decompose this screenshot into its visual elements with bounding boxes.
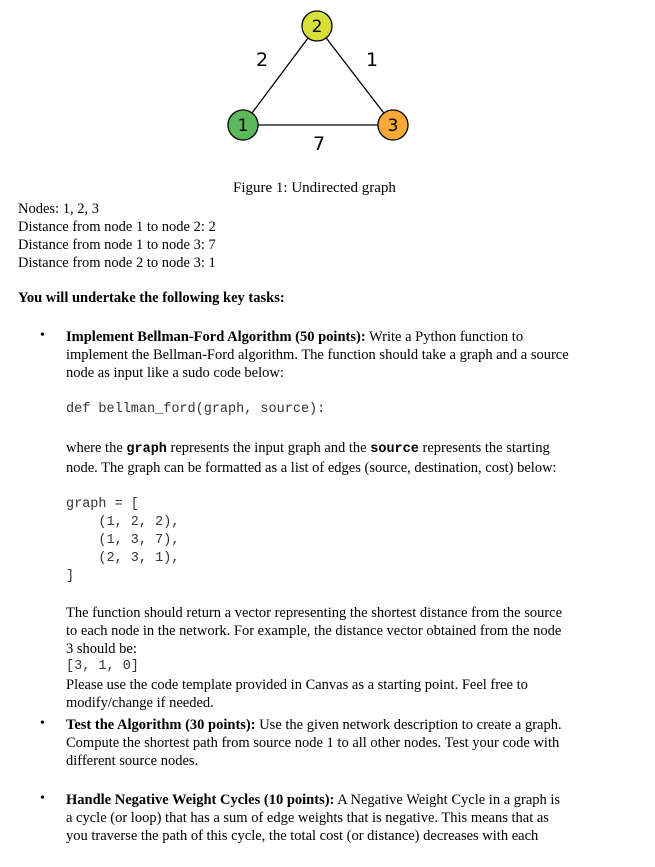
task-1-where bbox=[66, 439, 646, 477]
distance-1-2: Distance from node 1 to node 2: 2 bbox=[18, 219, 216, 235]
distance-vector: [3, 1, 0] bbox=[66, 659, 139, 674]
task-3-line3: you traverse the path of this cycle, the total cost (or distance) decreases with each bbox=[66, 828, 539, 844]
edge-2-3 bbox=[317, 26, 393, 125]
node-2-label: 2 bbox=[311, 17, 323, 37]
task-1-return bbox=[66, 604, 646, 712]
return-line1: The function should return a vector representing the shortest distance from the source bbox=[66, 605, 563, 621]
node-3-label: 3 bbox=[387, 116, 399, 136]
edge-label-2-3: 1 bbox=[366, 49, 379, 71]
bullet-2: • bbox=[40, 716, 45, 731]
task-3-line2: a cycle (or loop) that has a sum of edge weights that is negative. This means that as bbox=[66, 810, 549, 826]
task-2-line2: Compute the shortest path from source node 1 to all other nodes. Test your code with bbox=[66, 735, 560, 751]
task-3-line1: A Negative Weight Cycle in a graph is bbox=[334, 792, 561, 808]
source-keyword: source bbox=[370, 442, 419, 457]
bullet-3: • bbox=[40, 791, 45, 806]
task-2-title: Test the Algorithm (30 points): bbox=[66, 717, 256, 733]
task-2-line1: Use the given network description to create a graph. bbox=[255, 717, 562, 733]
task-2-line3: different source nodes. bbox=[66, 753, 199, 769]
bullet-1: • bbox=[40, 328, 45, 343]
where-line2: node. The graph can be formatted as a list of edges (source, destination, cost) below: bbox=[66, 460, 557, 476]
code-signature: def bellman_ford(graph, source): bbox=[66, 402, 326, 417]
edge-label-1-3: 7 bbox=[313, 133, 326, 155]
return-line2: to each node in the network. For example, the distance vector obtained from the node bbox=[66, 623, 562, 639]
tasks-heading: You will undertake the following key tasks: bbox=[18, 290, 285, 306]
nodes-line: Nodes: 1, 2, 3 bbox=[18, 201, 99, 217]
task-1 bbox=[66, 328, 636, 382]
task-1-line1: Write a Python function to bbox=[365, 329, 524, 345]
graph-figure bbox=[0, 0, 655, 210]
return-line3: 3 should be: bbox=[66, 641, 137, 657]
where-text-c: represents the input graph and the bbox=[166, 440, 371, 456]
edge-1-2 bbox=[243, 26, 317, 125]
task-3 bbox=[66, 791, 646, 845]
task-1-line3: node as input like a sudo code below: bbox=[66, 365, 284, 381]
graph-keyword: graph bbox=[126, 442, 167, 457]
node-1-label: 1 bbox=[237, 116, 249, 136]
return-line4: Please use the code template provided in Canvas as a starting point. Feel free to bbox=[66, 677, 528, 693]
task-3-title: Handle Negative Weight Cycles (10 points): bbox=[66, 792, 335, 808]
graph-code-block: graph = [ (1, 2, 2), (1, 3, 7), (2, 3, 1), ] bbox=[66, 497, 180, 584]
figure-caption: Figure 1: Undirected graph bbox=[233, 180, 396, 196]
distance-1-3: Distance from node 1 to node 3: 7 bbox=[18, 237, 216, 253]
distance-2-3: Distance from node 2 to node 3: 1 bbox=[18, 255, 216, 271]
where-text-a: where the bbox=[66, 440, 127, 456]
task-1-line2: implement the Bellman-Ford algorithm. The function should take a graph and a source bbox=[66, 347, 569, 363]
task-1-title: Implement Bellman-Ford Algorithm (50 points): bbox=[66, 329, 366, 345]
edge-label-1-2: 2 bbox=[256, 49, 269, 71]
task-2 bbox=[66, 716, 646, 770]
return-line5: modify/change if needed. bbox=[66, 695, 214, 711]
where-text-e: represents the starting bbox=[418, 440, 550, 456]
